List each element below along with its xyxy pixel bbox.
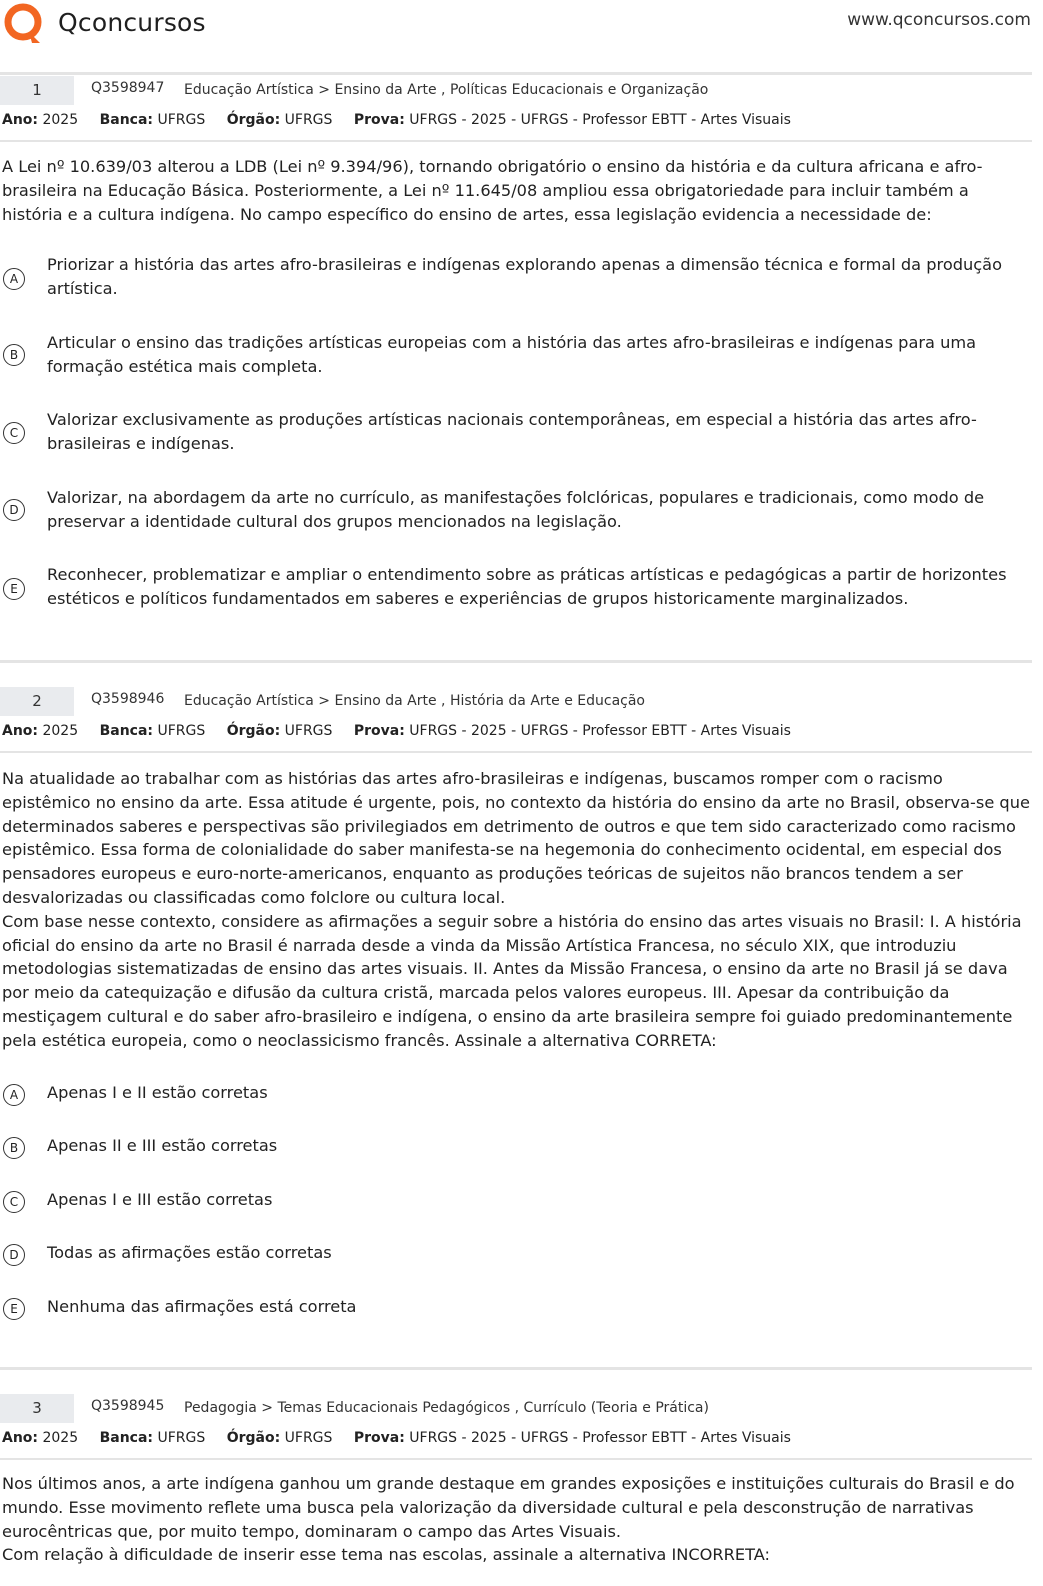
divider: [0, 140, 1032, 142]
orgao-label: Órgão:: [226, 1430, 281, 1446]
brand-name[interactable]: Qconcursos: [58, 8, 206, 37]
ano-value: 2025: [42, 1430, 79, 1446]
option-letter[interactable]: B: [3, 1137, 25, 1159]
divider: [0, 751, 1032, 753]
question-statement: [2, 767, 1030, 1053]
option-text[interactable]: Reconhecer, problematizar e ampliar o entendimento sobre as práticas artísticas e pedagógicas a partir de horizontes estéticos e políticos fundamentados em saberes e experiências de grupos historicamente marginalizados.: [47, 565, 1007, 608]
option-text[interactable]: Nenhuma das afirmações está correta: [47, 1297, 357, 1316]
question-meta: [2, 723, 808, 739]
divider: [0, 660, 1032, 663]
option-text[interactable]: Priorizar a história das artes afro-brasileiras e indígenas explorando apenas a dimensão técnica e formal da produção artística.: [47, 255, 1002, 298]
option-text[interactable]: Valorizar, na abordagem da arte no currículo, as manifestações folclóricas, populares e tradicionais, como modo de preservar a identidade cultural dos grupos mencionados na legislação.: [47, 488, 985, 531]
prova-value: UFRGS - 2025 - UFRGS - Professor EBTT - Artes Visuais: [409, 112, 791, 128]
question-number: 1: [0, 76, 74, 105]
option-letter[interactable]: A: [3, 1084, 25, 1106]
question-id[interactable]: Q3598945: [91, 1398, 165, 1414]
orgao-label: Órgão:: [226, 723, 281, 739]
option-letter[interactable]: A: [3, 268, 25, 290]
option-letter[interactable]: D: [3, 1244, 25, 1266]
banca-value: UFRGS: [157, 112, 206, 128]
question-meta: [2, 112, 808, 128]
question-statement: [2, 1472, 1030, 1567]
question-subject[interactable]: Educação Artística > Ensino da Arte , Políticas Educacionais e Organização: [184, 82, 709, 98]
orgao-value: UFRGS: [284, 112, 333, 128]
site-url[interactable]: www.qconcursos.com: [847, 10, 1031, 30]
option-text[interactable]: Valorizar exclusivamente as produções artísticas nacionais contemporâneas, em especial a história das artes afro-brasileiras e indígenas.: [47, 410, 977, 453]
banca-value: UFRGS: [157, 723, 206, 739]
banca-label: Banca:: [99, 1430, 154, 1446]
option-letter[interactable]: D: [3, 499, 25, 521]
orgao-label: Órgão:: [226, 112, 281, 128]
question-meta: [2, 1430, 808, 1446]
option-text[interactable]: Apenas I e II estão corretas: [47, 1083, 268, 1102]
question-id[interactable]: Q3598947: [91, 80, 165, 96]
ano-label: Ano:: [2, 1430, 39, 1446]
question-statement: A Lei nº 10.639/03 alterou a LDB (Lei nº 9.394/96), tornando obrigatório o ensino da história e da cultura africana e afro-brasileira na Educação Básica. Posteriormente, a Lei nº 11.645/08 ampliou essa obrigatoriedade para incluir também a história e a cultura indígena. No campo específico do ensino de artes, essa legislação evidencia a necessidade de:: [2, 157, 983, 224]
question-number: 2: [0, 687, 74, 716]
question-subject[interactable]: Pedagogia > Temas Educacionais Pedagógicos , Currículo (Teoria e Prática): [184, 1400, 709, 1416]
option-letter[interactable]: C: [3, 422, 25, 444]
prova-value: UFRGS - 2025 - UFRGS - Professor EBTT - Artes Visuais: [409, 1430, 791, 1446]
prova-label: Prova:: [353, 723, 405, 739]
orgao-value: UFRGS: [284, 1430, 333, 1446]
ano-label: Ano:: [2, 112, 39, 128]
banca-label: Banca:: [99, 723, 154, 739]
banca-value: UFRGS: [157, 1430, 206, 1446]
statement-paragraph: Na atualidade ao trabalhar com as histórias das artes afro-brasileiras e indígenas, buscamos romper com o racismo epistêmico no ensino da arte. Essa atitude é urgente, pois, no contexto da história do ensino da arte no Brasil, observa-se que determinados saberes e perspectivas são privilegiados em detrimento de outros e que tem sido caracterizado como racismo epistêmico. Essa forma de colonialidade do saber manifesta-se na hegemonia do conhecimento ocidental, em especial dos pensadores europeus e euro-norte-americanos, enquanto as produções teóricas de sujeitos não brancos tendem a ser desvalorizadas ou classificadas como folclore ou cultura local.: [2, 769, 1030, 907]
statement-paragraph: Nos últimos anos, a arte indígena ganhou um grande destaque em grandes exposições e instituições culturais do Brasil e do mundo. Esse movimento reflete uma busca pela valorização da diversidade cultural e pela desconstrução de narrativas eurocêntricas que, por muito tempo, dominaram o campo das Artes Visuais.: [2, 1474, 1015, 1541]
question-id[interactable]: Q3598946: [91, 691, 165, 707]
divider: [0, 1458, 1032, 1460]
prova-value: UFRGS - 2025 - UFRGS - Professor EBTT - Artes Visuais: [409, 723, 791, 739]
ano-label: Ano:: [2, 723, 39, 739]
option-text[interactable]: Todas as afirmações estão corretas: [47, 1243, 332, 1262]
prova-label: Prova:: [353, 112, 405, 128]
qconcursos-logo-icon[interactable]: [2, 2, 46, 44]
option-letter[interactable]: C: [3, 1191, 25, 1213]
option-text[interactable]: Apenas II e III estão corretas: [47, 1136, 278, 1155]
orgao-value: UFRGS: [284, 723, 333, 739]
prova-label: Prova:: [353, 1430, 405, 1446]
banca-label: Banca:: [99, 112, 154, 128]
question-number: 3: [0, 1394, 74, 1423]
divider: [0, 1367, 1032, 1370]
statement-paragraph: Com relação à dificuldade de inserir esse tema nas escolas, assinale a alternativa INCORRETA:: [2, 1545, 770, 1565]
statement-paragraph: Com base nesse contexto, considere as afirmações a seguir sobre a história do ensino das artes visuais no Brasil: I. A história oficial do ensino da arte no Brasil é narrada desde a vinda da Missão Artística Francesa, no século XIX, que introduziu metodologias sistematizadas de ensino das artes visuais. II. Antes da Missão Francesa, o ensino da arte no Brasil já se dava por meio da catequização e difusão da cultura cristã, marcada pelos valores europeus. III. Apesar da contribuição da mestiçagem cultural e do saber afro-brasileiro e indígena, o ensino da arte brasileira sempre foi guiado predominantemente pela estética europeia, como o neoclassicismo francês. Assinale a alternativa CORRETA:: [2, 911, 1022, 1050]
option-letter[interactable]: E: [3, 578, 25, 600]
ano-value: 2025: [42, 723, 79, 739]
option-text[interactable]: Articular o ensino das tradições artísticas europeias com a história das artes afro-brasileiras e indígenas para uma formação estética mais completa.: [47, 333, 977, 376]
page-header: [0, 0, 1043, 48]
option-letter[interactable]: B: [3, 344, 25, 366]
option-text[interactable]: Apenas I e III estão corretas: [47, 1190, 273, 1209]
option-letter[interactable]: E: [3, 1298, 25, 1320]
question-subject[interactable]: Educação Artística > Ensino da Arte , História da Arte e Educação: [184, 693, 645, 709]
ano-value: 2025: [42, 112, 79, 128]
divider: [0, 72, 1032, 75]
